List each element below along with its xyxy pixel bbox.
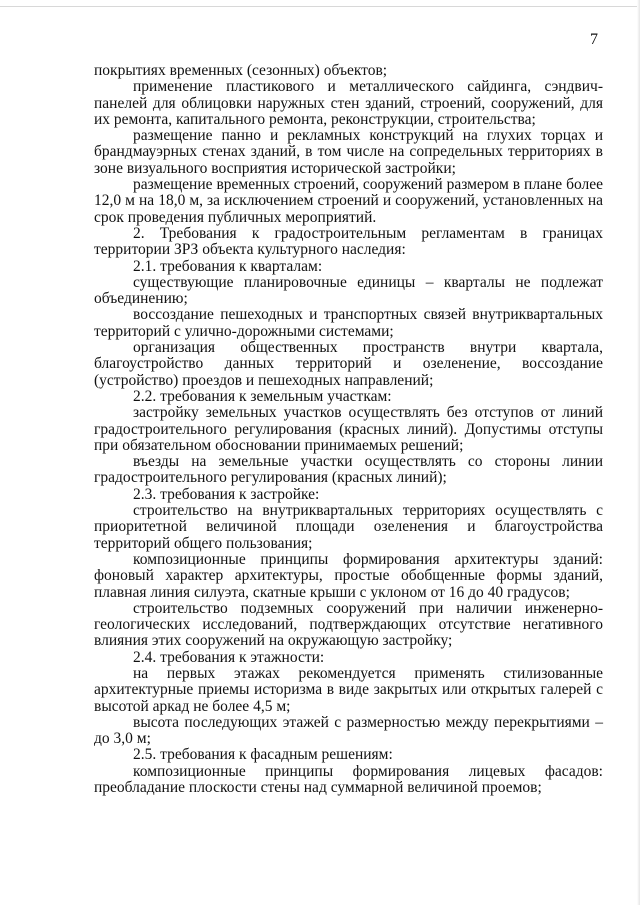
subsection-heading: 2.3. требования к застройке:	[133, 485, 320, 503]
paragraph: организация общественных пространств внутри квартала, благоустройство данных территорий и озеленение, воссоздание (устройство) проездов и пешеходных направлений;	[94, 339, 603, 389]
section-heading: 2. Требования к градостроительным регламентам в границах территории ЗРЗ объекта культурного наследия:	[94, 224, 603, 259]
paragraph: композиционные принципы формирования архитектуры зданий: фоновый характер архитектуры, простые обобщенные формы зданий, плавная линия силуэта, скатные крыши с уклоном от 16 до 40 градусов;	[94, 550, 603, 601]
scan-edge-line	[0, 6, 640, 7]
subsection-heading: 2.5. требования к фасадным решениям:	[133, 746, 393, 764]
page-number: 7	[590, 31, 598, 48]
paragraph: размещение панно и рекламных конструкций на глухих торцах и брандмауэрных стенах зданий, в том числе на сопредельных территориях в зоне визуального восприятия исторической застройки;	[94, 127, 603, 177]
subsection-heading: 2.2. требования к земельным участкам:	[133, 387, 392, 405]
paragraph: существующие планировочные единицы – кварталы не подлежат объединению;	[94, 273, 603, 308]
paragraph: покрытиях временных (сезонных) объектов;	[94, 62, 388, 79]
paragraph: на первых этажах рекомендуется применять стилизованные архитектурные приемы историзма в виде закрытых или открытых галерей с высотой аркад не более 4,5 м;	[94, 664, 603, 715]
paragraph: воссоздание пешеходных и транспортных связей внутриквартальных территорий с улично-дорожными системами;	[94, 306, 603, 340]
paragraph: застройку земельных участков осуществлять без отступов от линий градостроительного регулирования (красных линий). Допустимы отступы при обязательном обосновании принимаемых решений;	[94, 404, 603, 454]
paragraph: въезды на земельные участки осуществлять со стороны линии градостроительного регулирования (красных линий);	[94, 453, 603, 487]
paragraph: размещение временных строений, сооружений размером в плане более 12,0 м на 18,0 м, за исключением строений и сооружений, установленных на срок проведения публичных мероприятий.	[94, 176, 603, 226]
paragraph: композиционные принципы формирования лицевых фасадов: преобладание плоскости стены над суммарной величиной проемов;	[94, 762, 603, 797]
paragraph: строительство на внутриквартальных территориях осуществлять с приоритетной величиной площади озеленения и благоустройства территорий общего пользования;	[94, 502, 603, 552]
paragraph: высота последующих этажей с размерностью между перекрытиями – до 3,0 м;	[94, 713, 603, 748]
paragraph: строительство подземных сооружений при наличии инженерно-геологических исследований, подтверждающих отсутствие негативного влияния этих сооружений на окружающую застройку;	[94, 599, 603, 650]
document-body	[94, 63, 603, 796]
paragraph: применение пластикового и металлического сайдинга, сэндвич-панелей для облицовки наружных стен зданий, строений, сооружений, для их ремонта, капитального ремонта, реконструкции, строительства;	[94, 78, 603, 128]
subsection-heading: 2.1. требования к кварталам:	[133, 257, 323, 275]
subsection-heading: 2.4. требования к этажности:	[133, 648, 325, 666]
